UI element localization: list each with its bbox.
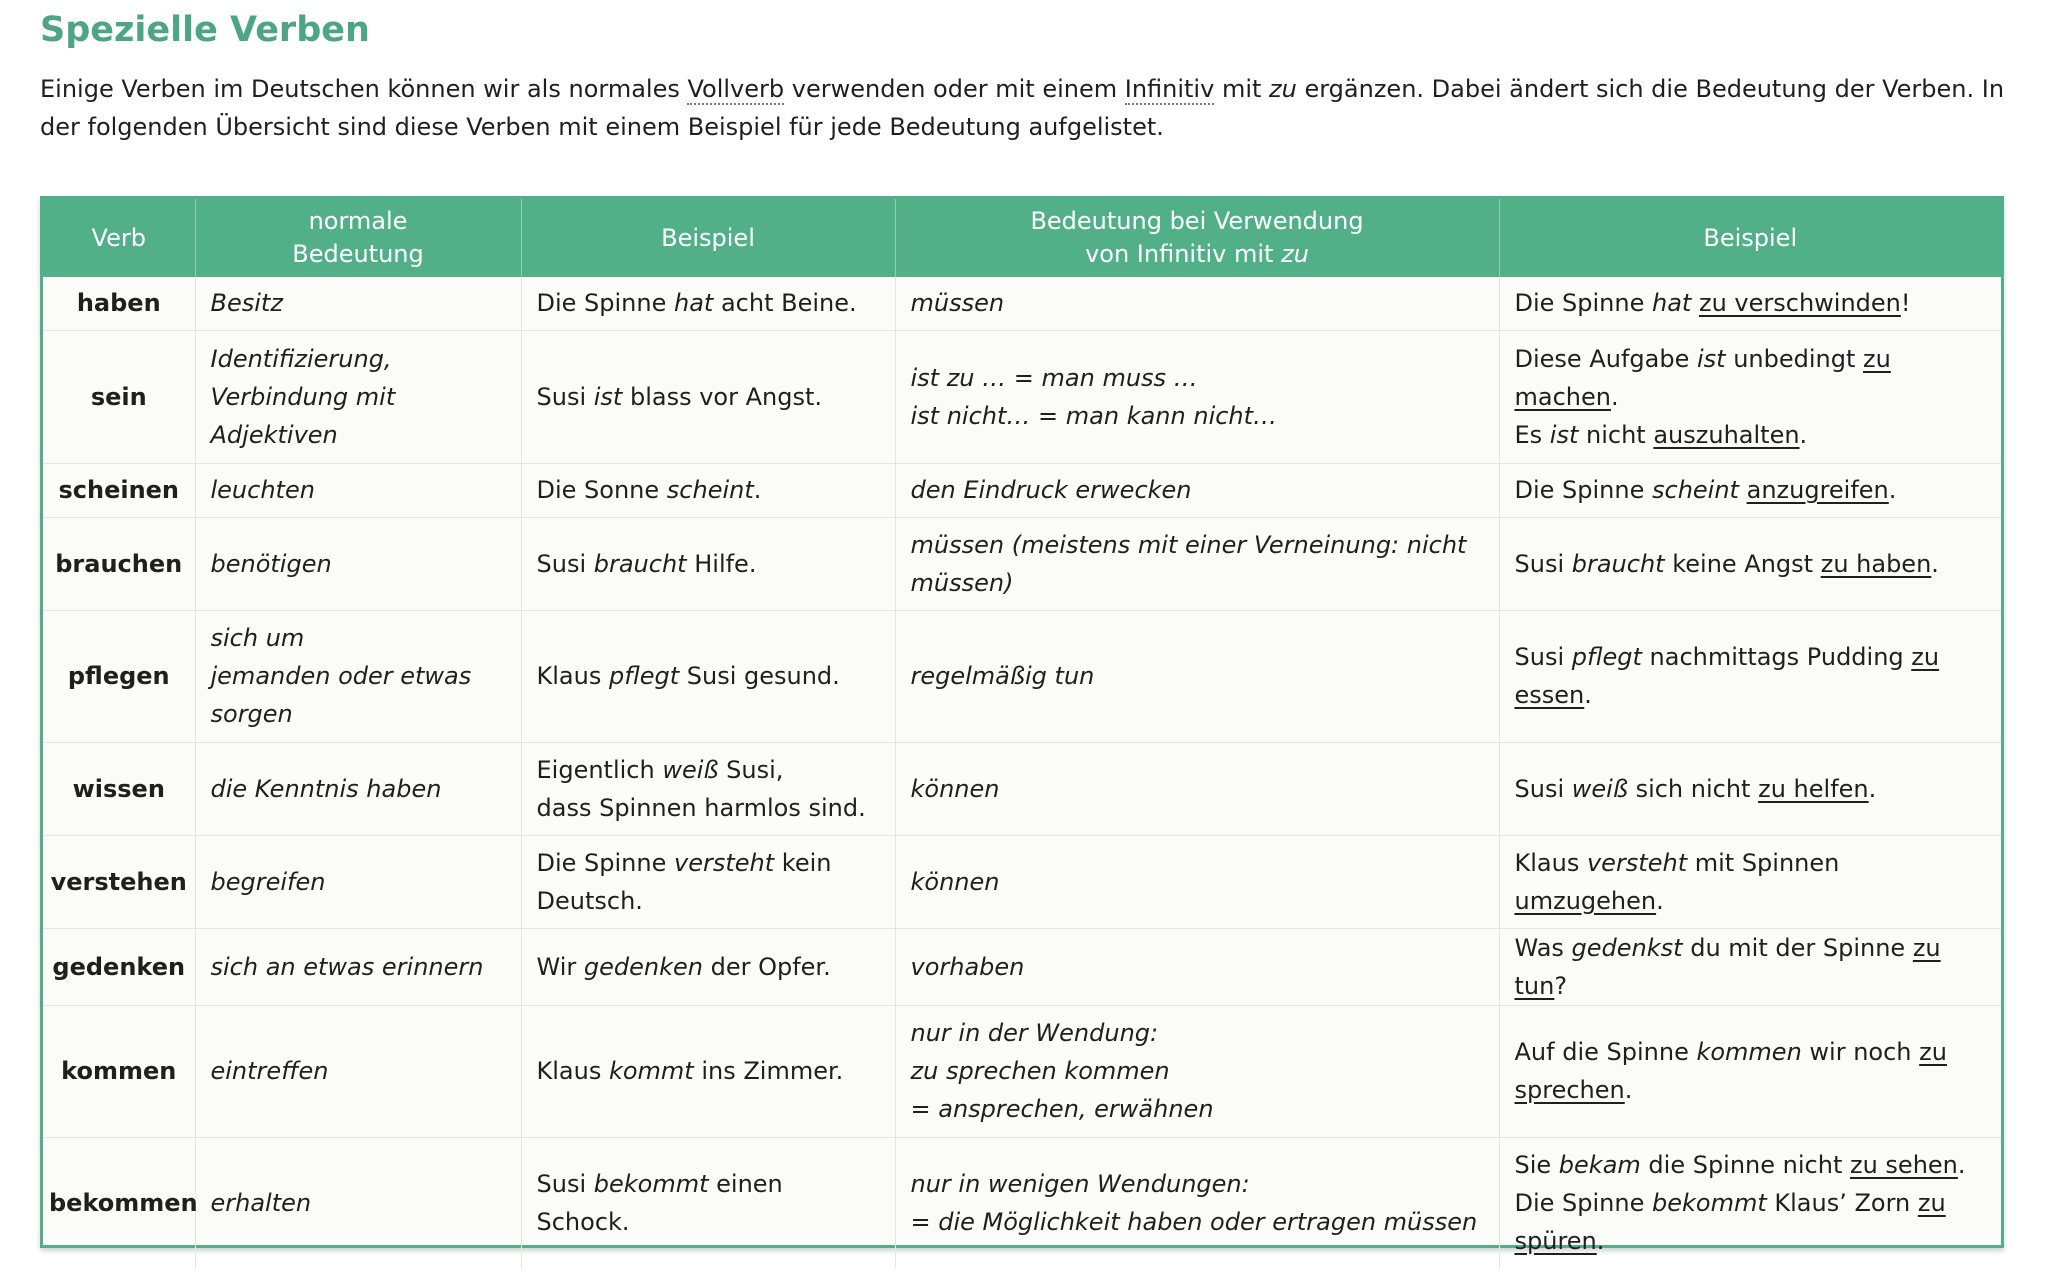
- infinitive-meaning-cell: vorhaben: [895, 928, 1499, 1005]
- header-example-1: Beispiel: [521, 199, 895, 277]
- infinitive-meaning-cell: können: [895, 835, 1499, 928]
- infinitive-example-cell: Sie bekam die Spinne nicht zu sehen. Die Spinne bekommt Klaus’ Zorn zu spüren.: [1514, 1151, 1966, 1256]
- meaning-cell: die Kenntnis haben: [195, 742, 521, 835]
- meaning-cell: begreifen: [195, 835, 521, 928]
- infinitive-phrase: zu haben: [1820, 549, 1932, 578]
- verb-cell: sein: [43, 330, 195, 463]
- verb-cell: wissen: [43, 742, 195, 835]
- table-header-row: [43, 199, 2001, 277]
- table-row: [43, 277, 2001, 330]
- table-row: [43, 330, 2001, 463]
- table-row: [43, 835, 2001, 928]
- infinitive-phrase: umzugehen: [1514, 886, 1657, 915]
- infinitive-example-cell: Was gedenkst du mit der Spinne zu tun?: [1499, 928, 2001, 1005]
- example-cell: Die Spinne hat acht Beine.: [521, 277, 895, 330]
- infinitive-meaning-cell: müssen: [895, 277, 1499, 330]
- meaning-cell: erhalten: [195, 1137, 521, 1269]
- infinitive-example-cell: Die Spinne scheint anzugreifen.: [1499, 463, 2001, 517]
- table-row: [43, 928, 2001, 1005]
- verb-cell: haben: [43, 277, 195, 330]
- table-row: [43, 742, 2001, 835]
- meaning-cell: sich an etwas erinnern: [195, 928, 521, 1005]
- infinitive-phrase: anzugreifen: [1746, 476, 1889, 504]
- meaning-cell: benötigen: [195, 517, 521, 610]
- verb-cell: pflegen: [43, 610, 195, 742]
- table-row: [43, 1137, 2001, 1269]
- verbs-table-container: [40, 196, 2004, 1256]
- verb-cell: gedenken: [43, 928, 195, 1005]
- example-cell: Klaus kommt ins Zimmer.: [521, 1005, 895, 1137]
- table-row: [43, 610, 2001, 742]
- meaning-cell: leuchten: [195, 463, 521, 517]
- infinitive-example-cell: Die Spinne hat zu verschwinden!: [1499, 277, 2001, 330]
- infinitive-phrase: zu spüren: [1514, 1189, 1946, 1256]
- intro-text-1: Einige Verben im Deutschen können wir als normales: [40, 75, 688, 103]
- infinitive-phrase: zu helfen: [1758, 774, 1869, 803]
- infinitive-meaning-cell: ist zu … = man muss … ist nicht… = man kann nicht…: [895, 330, 1499, 463]
- infinitive-phrase: zu essen: [1514, 643, 1940, 709]
- intro-paragraph: [40, 70, 2010, 146]
- infinitive-phrase: auszuhalten: [1653, 420, 1800, 449]
- header-verb: Verb: [43, 199, 195, 277]
- verb-cell: kommen: [43, 1005, 195, 1137]
- header-example-2: Beispiel: [1499, 199, 2001, 277]
- example-cell: Susi braucht Hilfe.: [521, 517, 895, 610]
- infinitive-phrase: zu machen: [1514, 344, 1891, 411]
- infinitive-example-cell: Diese Aufgabe ist unbedingt zu machen. Es ist nicht auszuhalten.: [1499, 330, 2001, 463]
- example-cell: Die Sonne scheint.: [521, 463, 895, 517]
- infinitive-phrase: zu tun: [1514, 933, 1941, 1000]
- verb-cell: bekommen: [43, 1137, 195, 1269]
- infinitive-example-cell: Susi braucht keine Angst zu haben.: [1499, 517, 2001, 610]
- infinitive-example-cell: Auf die Spinne kommen wir noch zu sprechen.: [1499, 1005, 2001, 1137]
- intro-zu: zu: [1269, 75, 1297, 103]
- table-row: [43, 1005, 2001, 1137]
- example-cell: Susi bekommt einen Schock.: [521, 1137, 895, 1269]
- table-row: [43, 463, 2001, 517]
- verb-cell: scheinen: [43, 463, 195, 517]
- verb-cell: brauchen: [43, 517, 195, 610]
- page-title: Spezielle Verben: [40, 10, 370, 50]
- link-infinitiv[interactable]: Infinitiv: [1124, 75, 1215, 103]
- header-infinitive-meaning: Bedeutung bei Verwendung von Infinitiv mit zu: [895, 199, 1499, 277]
- link-vollverb[interactable]: Vollverb: [687, 75, 785, 103]
- intro-text-4: ergänzen. Dabei ändert sich die Bedeutung der Verben. In der folgenden Übersicht sind diese Verben mit einem Beispiel für jede Bedeutung aufgelistet.: [40, 75, 2005, 141]
- example-cell: Klaus pflegt Susi gesund.: [521, 610, 895, 742]
- intro-text-2: verwenden oder mit einem: [784, 75, 1125, 103]
- example-cell: Die Spinne versteht kein Deutsch.: [521, 835, 895, 928]
- table-row: [43, 517, 2001, 610]
- infinitive-phrase: zu sehen: [1849, 1151, 1958, 1180]
- infinitive-example-cell: Susi weiß sich nicht zu helfen.: [1499, 742, 2001, 835]
- meaning-cell: Identifizierung, Verbindung mit Adjektiven: [195, 330, 521, 463]
- example-cell: Susi ist blass vor Angst.: [521, 330, 895, 463]
- infinitive-phrase: zu verschwinden: [1698, 289, 1901, 318]
- intro-text-3: mit: [1214, 75, 1270, 103]
- infinitive-meaning-cell: müssen (meistens mit einer Verneinung: nicht müssen): [895, 517, 1499, 610]
- meaning-cell: Besitz: [195, 277, 521, 330]
- meaning-cell: eintreffen: [195, 1005, 521, 1137]
- infinitive-meaning-cell: nur in der Wendung: zu sprechen kommen = ansprechen, erwähnen: [895, 1005, 1499, 1137]
- meaning-cell: sich um jemanden oder etwas sorgen: [195, 610, 521, 742]
- verbs-table: [43, 199, 2001, 1269]
- header-normal-meaning: normale Bedeutung: [195, 199, 521, 277]
- infinitive-meaning-cell: können: [895, 742, 1499, 835]
- infinitive-meaning-cell: den Eindruck erwecken: [895, 463, 1499, 517]
- example-cell: Wir gedenken der Opfer.: [521, 928, 895, 1005]
- example-cell: Eigentlich weiß Susi, dass Spinnen harmlos sind.: [521, 742, 895, 835]
- verb-cell: verstehen: [43, 835, 195, 928]
- infinitive-meaning-cell: regelmäßig tun: [895, 610, 1499, 742]
- infinitive-meaning-cell: nur in wenigen Wendungen: = die Möglichkeit haben oder ertragen müssen: [895, 1137, 1499, 1269]
- infinitive-example-cell: Susi pflegt nachmittags Pudding zu essen.: [1499, 610, 2001, 742]
- infinitive-phrase: zu sprechen: [1514, 1038, 1947, 1104]
- infinitive-example-cell: Klaus versteht mit Spinnen umzugehen.: [1499, 835, 2001, 928]
